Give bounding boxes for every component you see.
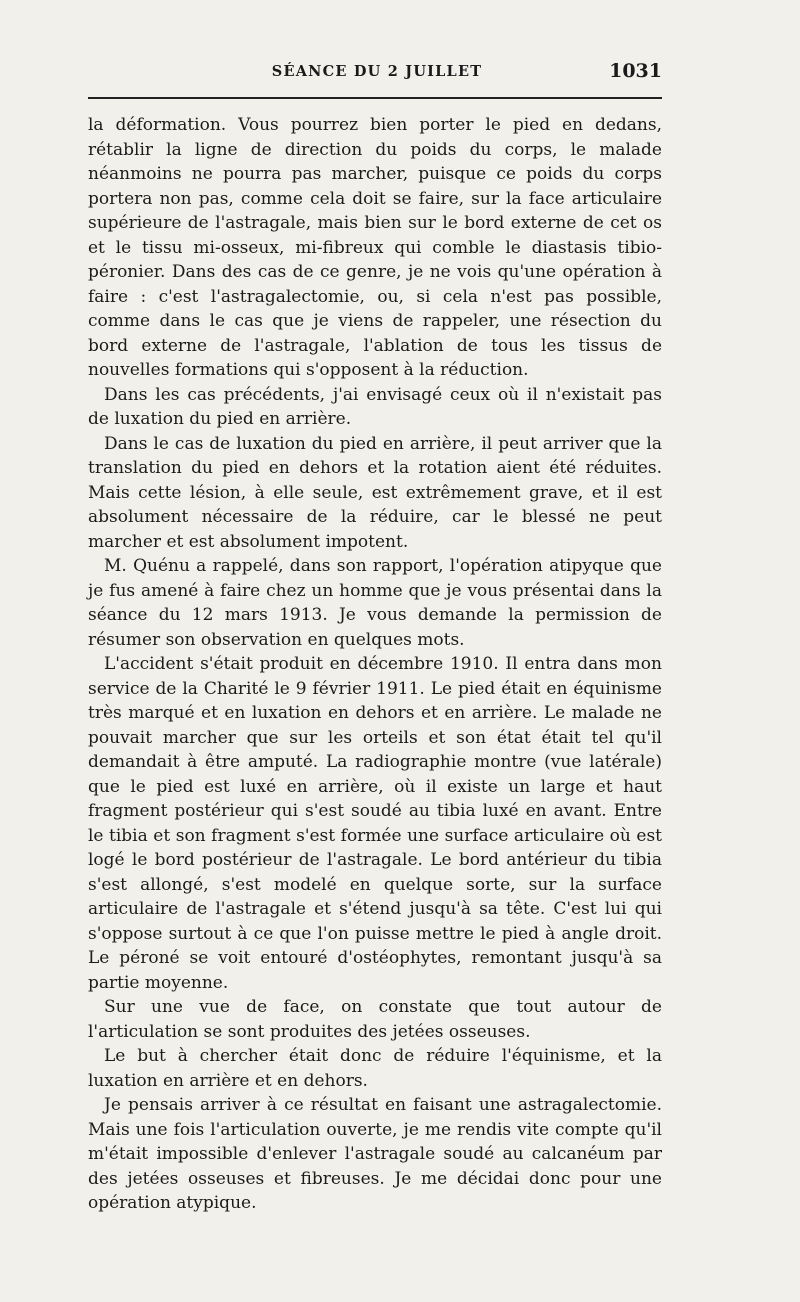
running-title: SÉANCE DU 2 JUILLET xyxy=(271,63,483,80)
page-header xyxy=(88,60,666,86)
paragraph-7: Le but à chercher était donc de réduire l'équinisme, et la luxation en arrière et en dehors. xyxy=(88,1046,662,1091)
paragraph-5: L'accident s'était produit en décembre 1910. Il entra dans mon service de la Charité le 9 février 1911. Le pied était en équinisme très marqué et en luxation en dehors et en arrière. Le malade ne pouvait marcher que sur les orteils et son état était tel qu'il demandait à être amputé. La radiographie montre (vue latérale) que le pied est luxé en arrière, où il existe un large et haut fragment postérieur qui s'est soudé au tibia luxé en avant. Entre le tibia et son fragment s'est formée une surface articulaire où est logé le bord postérieur de l'astragale. Le bord antérieur du tibia s'est allongé, s'est modelé en quelque sorte, sur la surface articulaire de l'astragale et s'étend jusqu'à sa tête. C'est lui qui s'oppose surtout à ce que l'on puisse mettre le pied à angle droit. Le péroné se voit entouré d'ostéophytes, remontant jusqu'à sa partie moyenne. xyxy=(88,654,662,993)
header-rule xyxy=(88,97,662,99)
body-text xyxy=(88,113,662,1216)
paragraph-6: Sur une vue de face, on constate que tout autour de l'articulation se sont produites des jetées osseuses. xyxy=(88,997,662,1042)
paragraph-4: M. Quénu a rappelé, dans son rapport, l'opération atipyque que je fus amené à faire chez un homme que je vous présentai dans la séance du 12 mars 1913. Je vous demande la permission de résumer son observation en quelques mots. xyxy=(88,556,662,650)
paragraph-1: la déformation. Vous pourrez bien porter le pied en dedans, rétablir la ligne de direction du poids du corps, le malade néanmoins ne pourra pas marcher, puisque ce poids du corps portera non pas, comme cela doit se faire, sur la face articulaire supérieure de l'astragale, mais bien sur le bord externe de cet os et le tissu mi-osseux, mi-fibreux qui comble le diastasis tibio-péronier. Dans des cas de ce genre, je ne vois qu'une opération à faire : c'est l'astragalectomie, ou, si cela n'est pas possible, comme dans le cas que je viens de rappeler, une résection du bord externe de l'astragale, l'ablation de tous les tissus de nouvelles formations qui s'opposent à la réduction. xyxy=(88,115,662,380)
page-number: 1031 xyxy=(609,60,662,82)
paragraph-8: Je pensais arriver à ce résultat en faisant une astragalectomie. Mais une fois l'articulation ouverte, je me rendis vite compte qu'il m'était impossible d'enlever l'astragale soudé au calcanéum par des jetées osseuses et fibreuses. Je me décidai donc pour une opération atypique. xyxy=(88,1095,662,1213)
paragraph-3: Dans le cas de luxation du pied en arrière, il peut arriver que la translation du pied en dehors et la rotation aient été réduites. Mais cette lésion, à elle seule, est extrêmement grave, et il est absolument nécessaire de la réduire, car le blessé ne peut marcher et est absolument impotent. xyxy=(88,433,662,552)
paragraph-2: Dans les cas précédents, j'ai envisagé ceux où il n'existait pas de luxation du pied en arrière. xyxy=(88,384,662,429)
